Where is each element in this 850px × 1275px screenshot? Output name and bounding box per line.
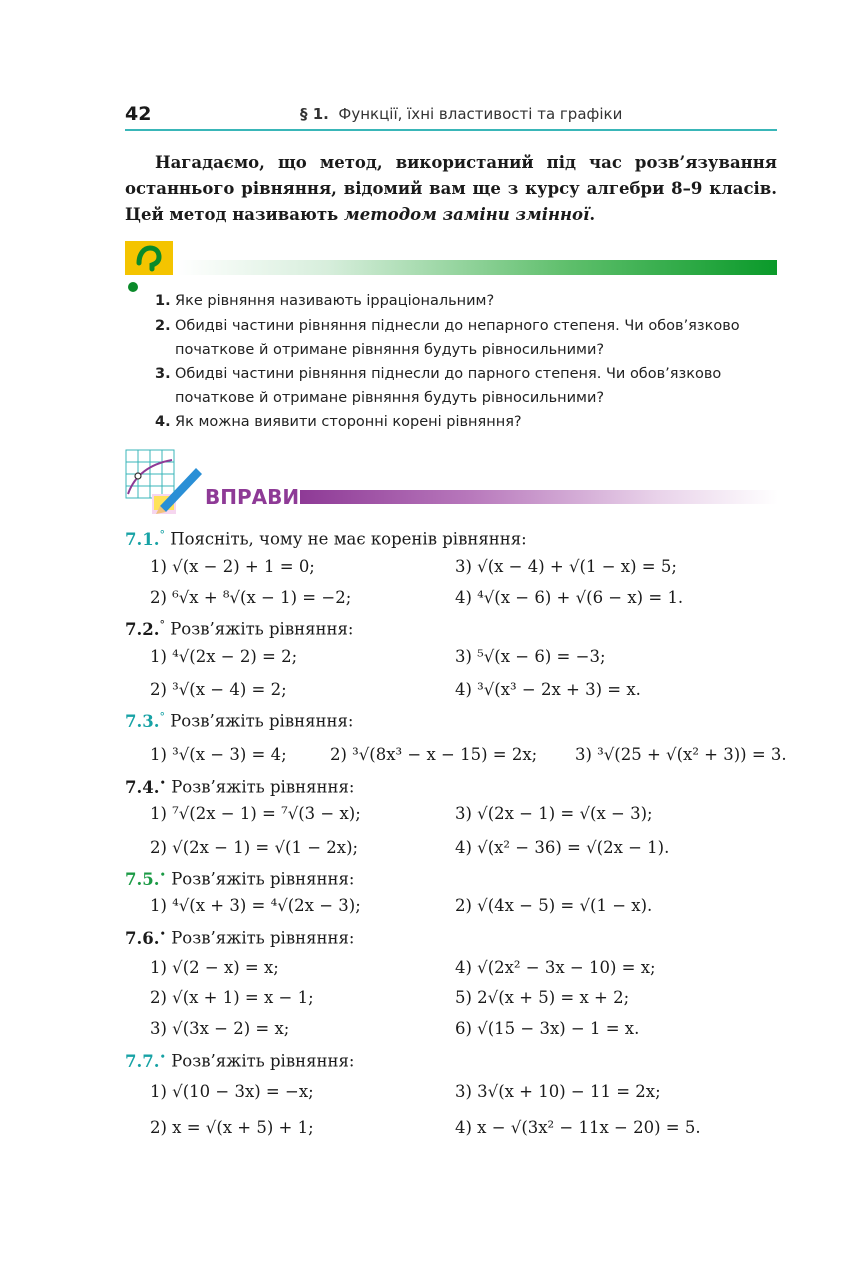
grid-pencil-icon bbox=[124, 448, 204, 516]
equation: 4) ³√(x³ − 2x + 3) = x. bbox=[455, 680, 641, 699]
task-number: 7.1.° bbox=[125, 528, 165, 549]
task-heading bbox=[125, 618, 354, 639]
equation: 1) ³√(x − 3) = 4; bbox=[150, 745, 287, 764]
intro-term: методом заміни змінної bbox=[344, 205, 590, 224]
equation: 3) √(x − 4) + √(1 − x) = 5; bbox=[455, 557, 677, 576]
intro-text: Нагадаємо, що метод, використаний під час розв’язування останнього рівняння, відомий вам ще з курсу алгебри 8–9 класів. Цей метод називають bbox=[125, 153, 777, 224]
task-number: 7.2.° bbox=[125, 618, 165, 639]
task-title: Розв’яжіть рівняння: bbox=[171, 869, 355, 889]
equation: 2) √(x + 1) = x − 1; bbox=[150, 988, 314, 1007]
intro-paragraph bbox=[125, 150, 777, 228]
task-title: Розв’яжіть рівняння: bbox=[170, 619, 354, 639]
exercises-title: ВПРАВИ bbox=[205, 485, 300, 509]
equation: 4) x − √(3x² − 11x − 20) = 5. bbox=[455, 1118, 701, 1137]
question-number: 4. bbox=[155, 414, 171, 430]
equation: 5) 2√(x + 5) = x + 2; bbox=[455, 988, 630, 1007]
question-number: 2. bbox=[155, 318, 171, 334]
section-title: Функції, їхні властивості та графіки bbox=[338, 105, 623, 123]
question-number: 1. bbox=[155, 293, 171, 309]
equation: 3) √(3x − 2) = x; bbox=[150, 1019, 290, 1038]
question-text: Яке рівняння називають ірраціональним? bbox=[175, 293, 495, 309]
equation: 4) ⁴√(x − 6) + √(6 − x) = 1. bbox=[455, 588, 684, 607]
intro-end: . bbox=[589, 205, 596, 224]
question-item bbox=[155, 410, 780, 434]
task-heading bbox=[125, 927, 355, 948]
equation: 4) √(x² − 36) = √(2x − 1). bbox=[455, 838, 670, 857]
equation: 3) ⁵√(x − 6) = −3; bbox=[455, 647, 606, 666]
task-heading bbox=[125, 776, 355, 797]
task-number: 7.5.• bbox=[125, 868, 166, 889]
equation: 1) ⁴√(2x − 2) = 2; bbox=[150, 647, 298, 666]
equation: 1) ⁷√(2x − 1) = ⁷√(3 − x); bbox=[150, 804, 361, 823]
question-item bbox=[155, 362, 780, 410]
question-number: 3. bbox=[155, 366, 171, 382]
task-number: 7.7.• bbox=[125, 1050, 166, 1071]
task-heading bbox=[125, 1050, 355, 1071]
equation: 2) ³√(8x³ − x − 15) = 2x; bbox=[330, 745, 538, 764]
equation: 1) √(x − 2) + 1 = 0; bbox=[150, 557, 315, 576]
task-title: Розв’яжіть рівняння: bbox=[171, 777, 355, 797]
section-mark: § 1. bbox=[300, 105, 329, 123]
question-text: Як можна виявити сторонні корені рівняння? bbox=[175, 414, 522, 430]
equation: 1) √(10 − 3x) = −x; bbox=[150, 1082, 314, 1101]
task-title: Розв’яжіть рівняння: bbox=[171, 1051, 355, 1071]
task-number: 7.3.° bbox=[125, 710, 165, 731]
page-number: 42 bbox=[125, 103, 152, 125]
equation: 2) √(2x − 1) = √(1 − 2x); bbox=[150, 838, 359, 857]
task-heading bbox=[125, 528, 527, 549]
equation: 2) ⁶√x + ⁸√(x − 1) = −2; bbox=[150, 588, 352, 607]
equation: 6) √(15 − 3x) − 1 = x. bbox=[455, 1019, 640, 1038]
equation: 2) x = √(x + 5) + 1; bbox=[150, 1118, 314, 1137]
question-text-cont: початкове й отримане рівняння будуть рівносильними? bbox=[175, 342, 605, 358]
question-text: Обидві частини рівняння піднесли до непарного степеня. Чи обов’язково bbox=[175, 318, 740, 334]
question-text-cont: початкове й отримане рівняння будуть рівносильними? bbox=[175, 390, 605, 406]
equation: 3) ³√(25 + √(x² + 3)) = 3. bbox=[575, 745, 787, 764]
task-heading bbox=[125, 868, 355, 889]
questions-bar bbox=[177, 260, 777, 275]
running-head bbox=[300, 105, 622, 123]
header-rule bbox=[125, 129, 777, 131]
question-item bbox=[155, 314, 780, 362]
task-title: Розв’яжіть рівняння: bbox=[171, 928, 355, 948]
task-heading bbox=[125, 710, 354, 731]
equation: 4) √(2x² − 3x − 10) = x; bbox=[455, 958, 656, 977]
equation: 1) √(2 − x) = x; bbox=[150, 958, 279, 977]
equation: 2) ³√(x − 4) = 2; bbox=[150, 680, 287, 699]
task-title: Розв’яжіть рівняння: bbox=[170, 711, 354, 731]
question-item bbox=[155, 289, 780, 313]
equation: 3) 3√(x + 10) − 11 = 2x; bbox=[455, 1082, 661, 1101]
exercises-bar bbox=[300, 490, 778, 504]
question-dot-icon bbox=[128, 282, 138, 292]
equation: 1) ⁴√(x + 3) = ⁴√(2x − 3); bbox=[150, 896, 361, 915]
question-mark-icon bbox=[125, 241, 173, 277]
task-number: 7.6.• bbox=[125, 927, 166, 948]
equation: 3) √(2x − 1) = √(x − 3); bbox=[455, 804, 653, 823]
task-title: Поясніть, чому не має коренів рівняння: bbox=[170, 529, 527, 549]
task-number: 7.4.• bbox=[125, 776, 166, 797]
question-text: Обидві частини рівняння піднесли до парного степеня. Чи обов’язково bbox=[175, 366, 722, 382]
equation: 2) √(4x − 5) = √(1 − x). bbox=[455, 896, 653, 915]
